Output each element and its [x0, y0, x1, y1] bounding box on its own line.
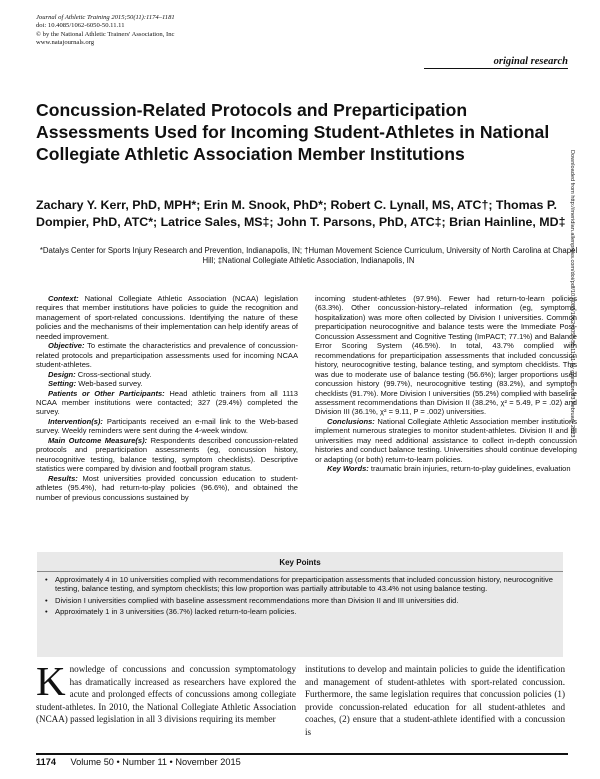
abstract-right-column: [315, 294, 577, 474]
context-label: Context:: [48, 294, 79, 303]
abstract-left-column: [36, 294, 298, 502]
outcome-label: Main Outcome Measure(s):: [48, 435, 148, 445]
doi[interactable]: doi: 10.4085/1062-6050-50.11.11: [36, 22, 125, 30]
author-list: Zachary Y. Kerr, PhD, MPH*; Erin M. Snook, PhD*; Robert C. Lynall, MS, ATC†; Thomas P. Dompier, PhD, ATC*; Latrice Sales, MS‡; John T. Parsons, PhD, ATC‡; Brian Hainline, MD‡: [36, 198, 566, 229]
interventions-text: Participants received an e-mail link to the Web-based survey. Weekly reminders were sent during the 4-week window.: [36, 416, 298, 436]
setting-label: Setting:: [48, 379, 77, 389]
issue-info: Volume 50 • Number 11 • November 2015: [70, 757, 241, 767]
abstract-outcome: [36, 436, 298, 474]
context-text: National Collegiate Athletic Association (NCAA) legislation requires that member institutions have policies to guide the recognition and management of sport-related concussions. Identifying the nature of these policies and the mechanisms of their implementation can help identify areas of needed improvement.: [36, 294, 298, 341]
body-right-column: [305, 663, 565, 739]
patients-label: Patients or Other Participants:: [48, 388, 165, 398]
patients-text: Head athletic trainers from all 1113 NCAA member institutions were contacted; 327 (29.4%) completed the survey.: [36, 388, 298, 417]
key-point-item: • Approximately 1 in 3 universities (36.7%) lacked return-to-learn policies.: [45, 607, 297, 617]
abstract-design: [36, 370, 298, 379]
key-point-item: • Division I universities complied with baseline assessment recommendations more than Division II and III universities did.: [45, 595, 459, 605]
page-number: 1174: [36, 757, 56, 767]
page-footer: [36, 757, 241, 767]
affiliations: *Datalys Center for Sports Injury Research and Prevention, Indianapolis, IN; †Human Movement Science Curriculum, University of North Carolina at Chapel Hill; ‡National Collegiate Athletic Association, Indianapolis, IN: [39, 246, 578, 265]
copyright: © by the National Athletic Trainers' Association, Inc: [36, 30, 175, 38]
outcome-text: Respondents described concussion-related protocols and preparticipation assessments (eg, concussion history, neurocognitive testing, balance testing, symptom checklists). Descriptive statistics were compared by division and football program status.: [36, 435, 298, 474]
key-points-title: Key Points: [279, 558, 321, 567]
results-text-left: Most universities provided concussion education to student-athletes (95.4%), had return-to-play policies (96.6%), and obtained the number of previous concussions sustained by: [36, 473, 298, 502]
keywords-label: Key Words:: [327, 464, 369, 474]
journal-url[interactable]: www.natajournals.org: [36, 39, 95, 47]
bullet-icon: •: [45, 595, 48, 605]
journal-citation: Journal of Athletic Training 2015;50(11):1174–1181: [36, 14, 175, 21]
section-label: original research: [493, 56, 568, 67]
abstract-objective: [36, 341, 298, 369]
objective-label: Objective:: [48, 341, 85, 351]
results-text-right: incoming student-athletes (97.9%). Fewer had return-to-learn policies (63.3%). Other concussion-history–related information (eg, symptoms, hospitalization) was more often collected by Division I universities. Common preparticipation neurocognitive and balance tests were the Immediate Post-Concussion Assessment and Cognitive Testing (ImPACT; 77.1%) and Balance Error Scoring System (46.5%). In total, 43.7% complied with recommendations for preparticipation assessments that included concussion history, neurocognitive testing, balance testing, and symptom checklists. This was due to moderate use of balance testing (56.6%); larger proportions used concussion history (99.7%), neurocognitive testing (83.2%), and symptom checklists (91.7%). More Division I universities (55.2%) complied with baseline assessment recommendations than Division II (38.2%, χ² = 5.49, P = .02) and Division III (36.1%, χ² = 9.11, P = .002) universities.: [315, 294, 577, 417]
design-text: Cross-sectional study.: [77, 369, 152, 379]
bullet-icon: •: [45, 575, 48, 584]
abstract-results-cont: [315, 294, 577, 417]
abstract-setting: [36, 379, 298, 388]
key-points-list: [45, 575, 555, 619]
body-right-text: institutions to develop and maintain policies to guide the identification and management of student-athletes with sport-related concussion. Furthermore, the same legislation requires that concussion policies (1) provide concussion-related education for all student-athletes and coaches, (2) ensure that a student-athlete identified with a concussion is: [305, 664, 565, 737]
bullet-icon: •: [45, 607, 48, 617]
interventions-label: Intervention(s):: [48, 416, 103, 426]
abstract-patients: [36, 389, 298, 417]
journal-header: [36, 14, 175, 48]
design-label: Design:: [48, 369, 76, 379]
key-points-box: [37, 552, 563, 657]
abstract-conclusions: [315, 417, 577, 464]
abstract-interventions: [36, 417, 298, 436]
footer-rule: [36, 753, 568, 755]
keywords-text: traumatic brain injuries, return-to-play guidelines, evaluation: [370, 464, 571, 474]
abstract-context: [36, 294, 298, 341]
drop-cap: K: [36, 658, 66, 704]
conclusions-label: Conclusions:: [327, 416, 375, 426]
download-watermark: Downloaded from http://meridian.allenpress.com/doi/pdf/10.4085/1062-6050-50.11.11 by guest on 03 February 2023: [569, 150, 575, 438]
key-point-item: • Approximately 4 in 10 universities complied with recommendations for preparticipation assessments that included concussion history, neurocognitive testing, balance testing, and symptom checklists; this low proportion was partially attributable to 43.4% not using balance testing.: [45, 575, 553, 594]
conclusions-text: National Collegiate Athletic Association member institutions implement numerous strategies to monitor student-athletes. Division II and III universities may need additional assistance to collect in-depth concussion histories and conduct balance testing. Universities should continue developing or adapting (or both) return-to-learn policies.: [315, 416, 577, 464]
body-left-column: [36, 658, 296, 726]
header-rule: [424, 68, 568, 69]
results-label: Results:: [48, 473, 78, 483]
setting-text: Web-based survey.: [78, 379, 143, 389]
abstract-keywords: [315, 464, 577, 473]
body-left-text: nowledge of concussions and concussion symptomatology has dramatically increased as researchers have explored the acute and prolonged effects of concussions among collegiate student-athletes. In 2010, the National Collegiate Athletic Association (NCAA) passed legislation in all 3 divisions requiring its member: [36, 664, 296, 725]
article-title: Concussion-Related Protocols and Preparticipation Assessments Used for Incoming Student-Athletes in National Collegiate Athletic Association Member Institutions: [36, 100, 550, 164]
abstract-results-start: [36, 474, 298, 502]
objective-text: To estimate the characteristics and prevalence of concussion-related protocols and preparticipation assessments used for incoming NCAA student-athletes.: [36, 341, 298, 370]
key-points-divider: [37, 571, 563, 572]
